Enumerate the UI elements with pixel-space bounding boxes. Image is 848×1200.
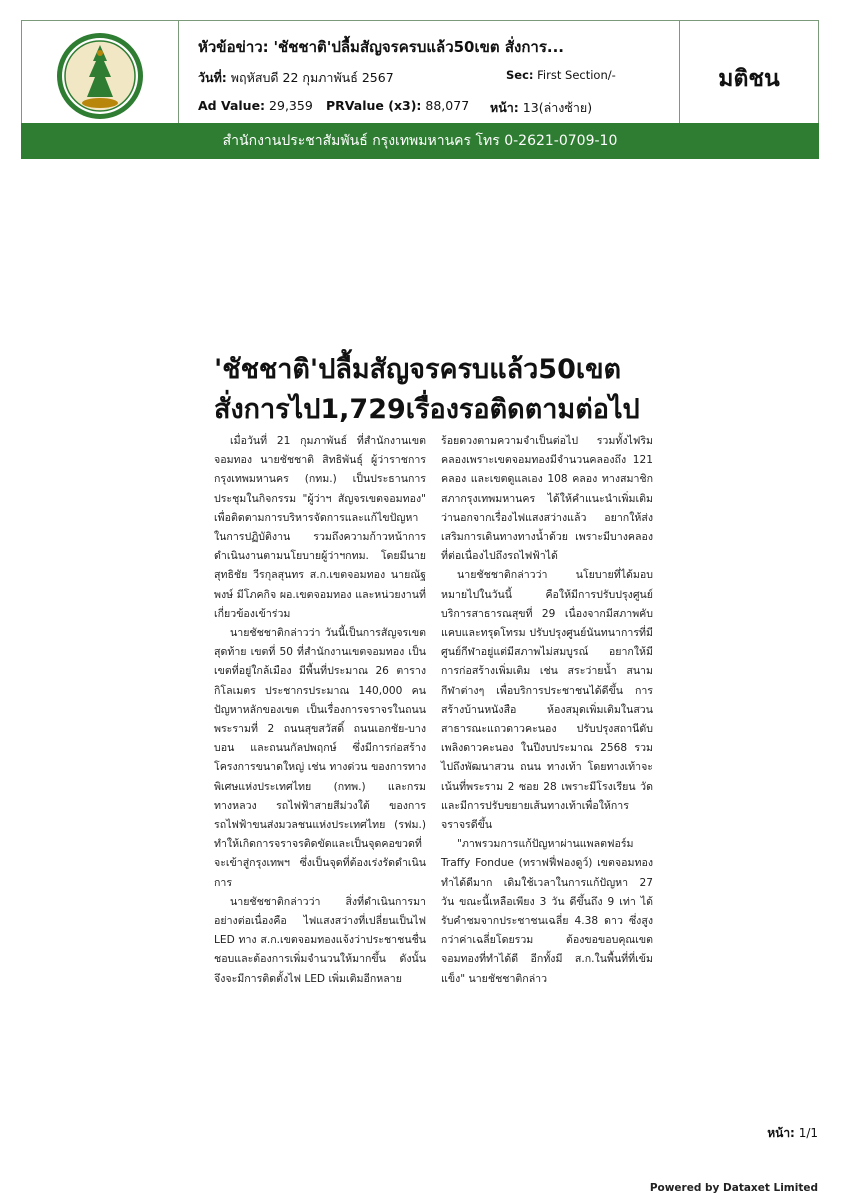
article-column-1	[214, 432, 426, 989]
page-number-label: หน้า:	[767, 1126, 795, 1140]
pr-value: 88,077	[425, 98, 470, 113]
page-ref-row	[490, 98, 592, 118]
pr-office-banner: สำนักงานประชาสัมพันธ์ กรุงเทพมหานคร โทร 0-2621-0709-10	[21, 123, 819, 159]
article-title: 'ชัชชาติ'ปลื้มสัญจรครบแล้ว50เขต สั่งการไป1,729เรื่องรอติดตามต่อไป	[214, 354, 640, 425]
page-ref-value: 13(ล่างซ้าย)	[522, 100, 593, 115]
headline-row	[198, 35, 564, 59]
bma-seal-logo	[55, 31, 145, 121]
page-ref-label: หน้า:	[490, 100, 519, 115]
ad-value-row	[198, 98, 313, 113]
clipping-header	[21, 20, 819, 138]
logo-cell	[22, 21, 179, 138]
pr-value-row	[326, 98, 469, 113]
date-row	[198, 68, 394, 88]
headline-label: หัวข้อข่าว:	[198, 38, 269, 56]
powered-by: Powered by Dataxet Limited	[649, 1182, 818, 1194]
page-number-value: 1/1	[798, 1126, 818, 1140]
paragraph: นายชัชชาติกล่าวว่า สิ่งที่ดำเนินการมาอย่างต่อเนื่องคือ ไฟแสงสว่างที่เปลี่ยนเป็นไฟ LED ทาง ส.ก.เขตจอมทองแจ้งว่าประชาชนชื่นชอบและต้องการเพิ่มจำนวนให้มากขึ้น ดังนั้น จึงจะมีการติดตั้งไฟ LED เพิ่มเติมอีกหลาย	[214, 895, 426, 985]
ad-value: 29,359	[269, 98, 313, 113]
date-label: วันที่:	[198, 70, 227, 85]
brand-cell	[679, 21, 818, 138]
paragraph: นายชัชชาติกล่าวว่า นโยบายที่ได้มอบหมายไปในวันนี้ คือให้มีการปรับปรุงศูนย์บริการสาธารณสุขที่ 29 เนื่องจากมีสภาพคับแคบและทรุดโทรม ปรับปรุงศูนย์นันทนาการที่มีศูนย์กีฬาอยู่แต่มีสภาพไม่สมบูรณ์ อยากให้มีการก่อสร้างเพิ่มเติม เช่น สระว่ายน้ำ สนามกีฬาต่างๆ เพื่อบริการประชาชนได้ดีขึ้น การสร้างบ้านหนังสือ ห้องสมุดเพิ่มเติมในสวนสาธารณะแถวดาวคะนอง ปรับปรุงสถานีดับเพลิงดาวคะนอง ในปีงบประมาณ 2568 รวมไปถึงพัฒนาสวน ถนน ทางเท้า โดยทางเท้าจะเน้นที่พระราม 2 ซอย 28 เพราะมีโรงเรียน วัด และมีการปรับขยายเส้นทางเท้าเพื่อให้การจราจรดีขึ้น	[441, 569, 653, 832]
paragraph: "ภาพรวมการแก้ปัญหาผ่านแพลตฟอร์ม Traffy Fondue (ทราฟฟี่ฟองดูว์) เขตจอมทองทำได้ดีมาก เดิมใช้เวลาในการแก้ปัญหา 27 วัน ขณะนี้เหลือเพียง 3 วัน ดีขึ้นถึง 9 เท่า ได้รับคำชมจากประชาชนเฉลี่ย 4.38 ดาว ซึ่งสูงกว่าค่าเฉลี่ยโดยรวม ต้องขอขอบคุณเขตจอมทองที่ทำได้ดี อีกทั้งมี ส.ก.ในพื้นที่ที่เข้มแข็ง" นายชัชชาติกล่าว	[441, 838, 653, 985]
clipping-meta	[198, 21, 658, 138]
date-value: พฤหัสบดี 22 กุมภาพันธ์ 2567	[230, 70, 394, 85]
section-value: First Section/-	[537, 68, 616, 82]
section-label: Sec:	[506, 68, 534, 82]
page-number	[767, 1124, 818, 1143]
paragraph: ร้อยดวงตามความจำเป็นต่อไป รวมทั้งไฟริมคลองเพราะเขตจอมทองมีจำนวนคลองถึง 121 คลอง และเขตดูแลเอง 108 คลอง ทางสมาชิกสภากรุงเทพมหานคร ได้ให้คำแนะนำเพิ่มเติมว่านอกจากเรื่องไฟแสงสว่างแล้ว อยากให้ส่งเสริมการเดินทางทางน้ำด้วย เพราะมีบางคลองที่ต่อเนื่องไปถึงรถไฟฟ้าได้	[441, 435, 653, 563]
article-column-2	[441, 432, 653, 989]
pr-value-label: PRValue (x3):	[326, 98, 422, 113]
ad-value-label: Ad Value:	[198, 98, 266, 113]
paragraph: เมื่อวันที่ 21 กุมภาพันธ์ ที่สำนักงานเขตจอมทอง นายชัชชาติ สิทธิพันธุ์ ผู้ว่าราชการกรุงเทพมหานคร (กทม.) เป็นประธานการประชุมในกิจกรรม "ผู้ว่าฯ สัญจรเขตจอมทอง" เพื่อติดตามการบริหารจัดการและแก้ไขปัญหาในการปฏิบัติงาน รวมถึงความก้าวหน้าการดำเนินงานตามนโยบายผู้ว่าฯกทม. โดยมีนายสุทธิชัย วีรกุลสุนทร ส.ก.เขตจอมทอง นายณัฐพงษ์ มีโภคกิจ ผอ.เขตจอมทอง และหน่วยงานที่เกี่ยวข้องเข้าร่วม	[214, 435, 426, 620]
headline-text: 'ชัชชาติ'ปลื้มสัญจรครบแล้ว50เขต สั่งการ...	[273, 38, 564, 56]
publication-brand: มติชน	[718, 66, 780, 92]
paragraph: นายชัชชาติกล่าวว่า วันนี้เป็นการสัญจรเขตสุดท้าย เขตที่ 50 ที่สำนักงานเขตจอมทอง เป็นเขตที่อยู่ใกล้เมือง มีพื้นที่ประมาณ 26 ตารางกิโลเมตร ประชากรประมาณ 140,000 คน ปัญหาหลักของเขต เป็นเรื่องการจราจรในถนนพระรามที่ 2 ถนนสุขสวัสดิ์ ถนนเอกชัย-บางบอน และถนนกัลปพฤกษ์ ซึ่งมีการก่อสร้างโครงการขนาดใหญ่ เช่น ทางด่วน ของการทางพิเศษแห่งประเทศไทย (กทพ.) และกรมทางหลวง รถไฟฟ้าสายสีม่วงใต้ ของการรถไฟฟ้าขนส่งมวลชนแห่งประเทศไทย (รฟม.) ทำให้เกิดการจราจรติดขัดและเป็นจุดคอขวดที่จะเข้าสู่กรุงเทพฯ ซึ่งเป็นจุดที่ต้องเร่งรัดดำเนินการ	[214, 627, 426, 889]
section-row	[506, 68, 616, 82]
